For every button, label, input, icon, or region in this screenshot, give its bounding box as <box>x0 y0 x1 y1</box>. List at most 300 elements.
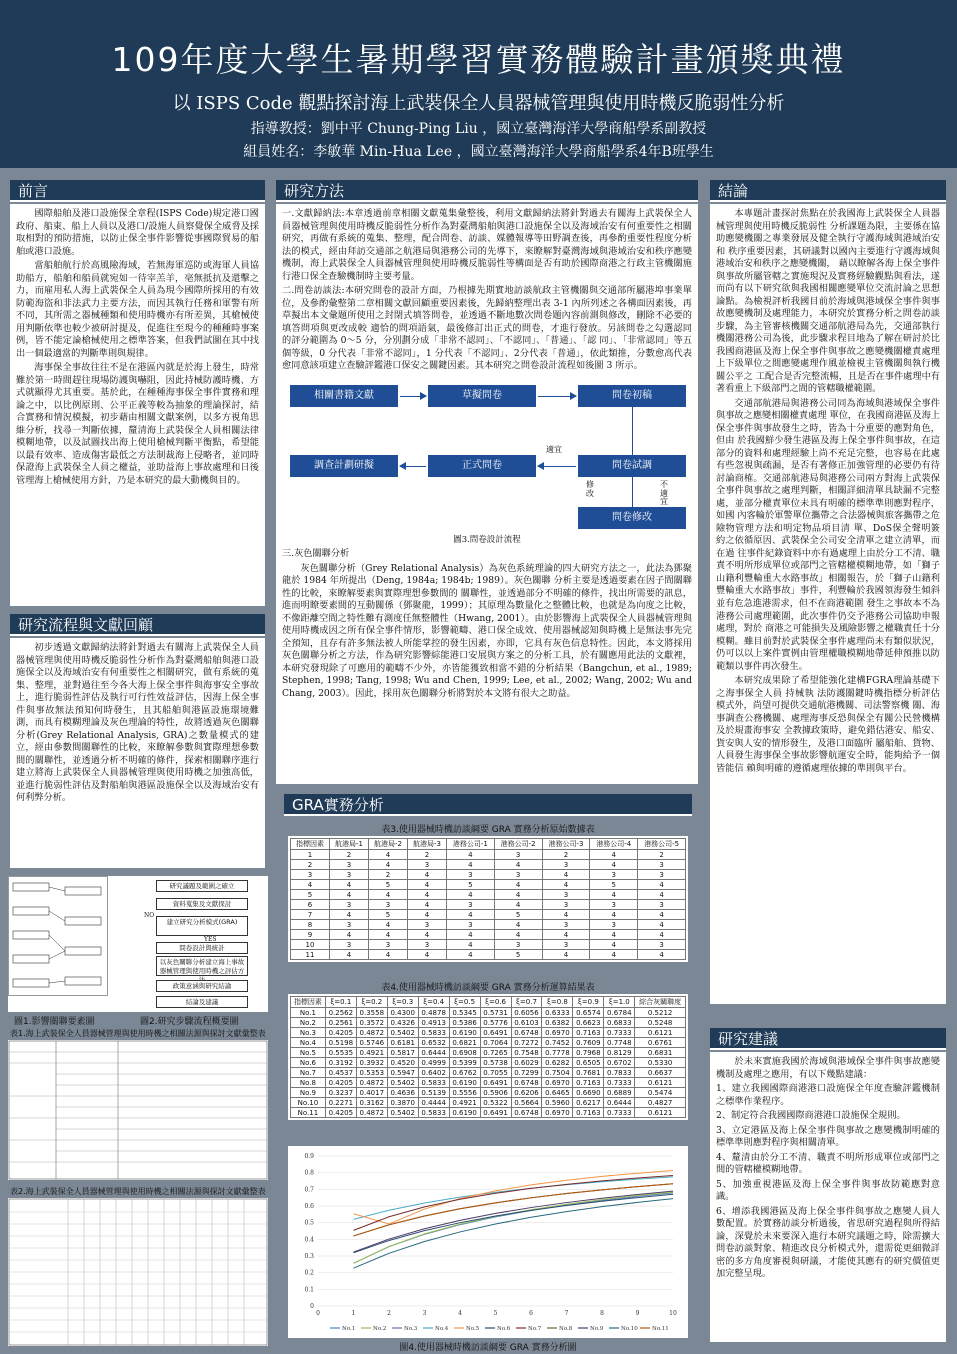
table4-cell: 0.7163 <box>573 1028 604 1038</box>
table3-cell: 4 <box>542 880 590 890</box>
table4-cell: 0.7681 <box>573 1068 604 1078</box>
table3-cell: 5 <box>590 880 638 890</box>
table4-cell: 0.5248 <box>635 1018 686 1028</box>
method-panel <box>276 204 698 784</box>
chart-y-tick-label: 0.7 <box>304 1186 314 1194</box>
table3-cell: 4 <box>407 950 446 960</box>
table4-row <box>291 1108 686 1118</box>
table4-cell: 0.6333 <box>542 1008 573 1018</box>
table3-row <box>291 880 686 890</box>
conclusion-paragraph: 本專題計畫探討焦點在於我國海上武裝保全人員器械管理與使用時機反脆弱性 分析課題為限，主要係在協助應變機關之專業發展及健全執行守護海域與港域治安和 秩序重要因素，其研議對以國內主要進行守護海域與港域治安和秩序之應變機關， 藉以瞭解各海上保全事件與事故所屬管轄之實施現況及實務經驗觀點與看法，遂而尚有以下研究欲與我國相關應變單位交流討論之思想論點。為檢視評析我國目前於海域與港域保全事件與事故應變機制及處理能力，本研究於實務分析之問卷訪談步驟，為主管審核機關交通部航港局為先，交通部執行機關港務公司為後，此步驟求程目地為了解在研討於比我國商港區及海上保全事件與事故之應變機關權責處理上下級單位之間應變處理作風並檢視主管機關與執行機關公平之 工配合是否完整流暢，且是否在事件處理中有著看重上下級部門之間的管轄職權範圍。 <box>716 208 940 395</box>
flow-box-literature: 相關書籍文獻 <box>290 385 398 407</box>
table4-cell: 0.6217 <box>573 1098 604 1108</box>
table4-cell: 0.4827 <box>635 1098 686 1108</box>
table3-cell: 3 <box>330 920 369 930</box>
table3-cell: 1 <box>291 850 330 860</box>
table4-row <box>291 1028 686 1038</box>
table4-cell: 0.6970 <box>542 1028 573 1038</box>
table4-cell: 0.4921 <box>449 1098 480 1108</box>
table4-cell: 0.4205 <box>325 1108 356 1118</box>
table3-cell: 4 <box>638 920 686 930</box>
table4-cell: 0.6282 <box>542 1058 573 1068</box>
conclusion-paragraph: 交通部航港局與港務公司同為海域與港域保全事件與事故之應變相關權責處理 單位，在我國商港區及海上保全事件與事故發生之時，皆為十分重要的應對角色，但由 於我國鮮少發生港區及海上保全事件與事故，在這部分的資料和處理經驗上尚不充足完整，也容易在此處有些忽視與疏漏，是否有著修正加強管理的必要仍有待討論商榷。交通部航港局與港務公司兩方對海上武裝保全事件與事故之處理判斷，相關詳細清單具缺漏不完整處，並部分權責單位未具有明確的標準準則應對程序，如國 內客輪於軍警單位攜帶之合法器械與旅客攜帶之危險物管理方法和明定物品項目清 單、DoS保全聲明簽約之依循原因、武裝保全公司安全清單之建立清單，而在過 往事件紀錄資料中亦有過處理上由於分工不清、職責不明所形成單位或部門之管轄權模糊地帶，如「獅子山籍利豐輪重大水路事故」相關報告，於「獅子山籍利豐輪重大水路事故」事件，利豐輪於我國領海發生傾斜並有危急進港需求，但不在商港範圍 發生之事故本不為港務公司處理範圍，此次事件仍交予港務公司協助申報處理，對於 商港之可能損失及風險影響之權職責任十分模糊。雖目前對於武裝保全事件處理尚未有類似狀況，仍可以以上案件實例由管理權職模糊地帶延伸預推以防範類以事件再次發生。 <box>716 397 940 672</box>
table4-cell: 0.8129 <box>604 1048 635 1058</box>
table4-cell: No.2 <box>291 1018 326 1028</box>
table4-cell: 0.7452 <box>542 1038 573 1048</box>
table3-cell: 9 <box>291 930 330 940</box>
table4-cell: 0.5139 <box>418 1088 449 1098</box>
table4-cell: No.11 <box>291 1108 326 1118</box>
flow-box-pretest: 問卷試調 <box>578 455 686 477</box>
table3-cell: 4 <box>368 920 407 930</box>
table3-cell: 3 <box>590 920 638 930</box>
table3-cell: 3 <box>542 920 590 930</box>
table4-cell: 0.6748 <box>511 1108 542 1118</box>
table1-image <box>8 1040 268 1180</box>
table3-cell: 3 <box>330 870 369 880</box>
poster-title: 109年度大學生暑期學習實務體驗計畫頒獎典禮 <box>111 40 846 79</box>
table3-cell: 2 <box>407 850 446 860</box>
table4-cell: 0.4921 <box>356 1048 387 1058</box>
fig1-fig2-area <box>8 876 268 1012</box>
chart-legend-label: No.6 <box>497 1326 511 1332</box>
table4-row <box>291 1018 686 1028</box>
chart-legend-label: No.3 <box>404 1326 418 1332</box>
chart-x-tick-label: 6 <box>529 1310 533 1317</box>
table4-cell: 0.7833 <box>604 1068 635 1078</box>
chart-x-tick-label: 1 <box>351 1310 356 1317</box>
fig2-step: 政策意涵與研究結論 <box>156 980 248 992</box>
table4-header-cell: ξ=0.1 <box>325 997 356 1008</box>
table4-header-cell: ξ=0.7 <box>511 997 542 1008</box>
flow-label-inappropriate: 不適宜 <box>660 479 668 507</box>
table4-cell: 0.6889 <box>604 1088 635 1098</box>
table4-cell: 0.5664 <box>511 1098 542 1108</box>
table3-cell: 4 <box>368 860 407 870</box>
table3-cell: 4 <box>368 930 407 940</box>
table3-row <box>291 900 686 910</box>
suggest-intro: 於未來實施我國於海域與港域保全事件與事故應變機制及處理之應用，有以下幾點建議： <box>716 1056 940 1080</box>
fig1-diagram <box>8 876 108 996</box>
flow-label-modify: 修改 <box>586 479 594 498</box>
table4-cell: 0.6748 <box>511 1028 542 1038</box>
chart-legend-label: No.8 <box>559 1326 573 1332</box>
table3-row <box>291 890 686 900</box>
table3-cell: 5 <box>368 910 407 920</box>
table3-row <box>291 920 686 930</box>
table4-cell: 0.5833 <box>418 1078 449 1088</box>
table3-header-cell: 航港局-1 <box>330 839 369 850</box>
table4-grid <box>290 996 686 1118</box>
flow-box-revise: 問卷修改 <box>578 507 686 529</box>
table4-cell: 0.5833 <box>418 1108 449 1118</box>
table4-cell: 0.6181 <box>387 1038 418 1048</box>
table4-cell: 0.3162 <box>356 1098 387 1108</box>
method-gra-title: 三.灰色關聯分析 <box>282 548 350 560</box>
table4-cell: 0.5322 <box>480 1098 511 1108</box>
table4-cell: 0.4636 <box>387 1088 418 1098</box>
table3-cell: 4 <box>446 940 494 950</box>
table1-caption: 表1.海上武裝保全人員器械管理與使用時機之相關法源與探討文獻彙整表 <box>10 1029 266 1038</box>
table3-cell: 3 <box>542 890 590 900</box>
table4-header-cell: ξ=0.4 <box>418 997 449 1008</box>
table3-header-row <box>291 839 686 850</box>
table3-cell: 4 <box>638 930 686 940</box>
chart-legend-label: No.7 <box>528 1326 542 1332</box>
flow-line <box>632 477 633 507</box>
suggest-item: 2、制定符合我國國際商港港口設施保全規則。 <box>716 1110 906 1122</box>
flow-line <box>632 407 633 455</box>
table4-cell: 0.4913 <box>418 1018 449 1028</box>
fig2-step: 結論及建議 <box>156 996 248 1008</box>
table3-cell: 4 <box>368 890 407 900</box>
table3-cell: 2 <box>368 870 407 880</box>
table4-cell: 0.6056 <box>511 1008 542 1018</box>
table3-cell: 4 <box>494 880 542 890</box>
table3-cell: 4 <box>330 910 369 920</box>
table3-cell: 3 <box>638 940 686 950</box>
chart-series-line <box>354 1184 674 1236</box>
table3-cell: 3 <box>330 860 369 870</box>
flow-box-first-draft: 問卷初稿 <box>578 385 686 407</box>
chart-legend-label: No.11 <box>652 1326 669 1332</box>
table3-header-cell: 港務公司-5 <box>638 839 686 850</box>
table3-header-cell: 港務公司-2 <box>494 839 542 850</box>
table3-header-cell: 港務公司-1 <box>446 839 494 850</box>
table4-cell: No.3 <box>291 1028 326 1038</box>
flow-arrow <box>400 396 426 397</box>
table3-cell: 4 <box>330 890 369 900</box>
fig3-caption: 圖3.問卷設計流程 <box>453 534 521 545</box>
table3-cell: 4 <box>494 920 542 930</box>
table4-header-cell: ξ=0.2 <box>356 997 387 1008</box>
table3-cell: 4 <box>407 910 446 920</box>
table3-cell: 4 <box>368 850 407 860</box>
table4-cell: 0.6121 <box>635 1028 686 1038</box>
table4-cell: 0.6491 <box>480 1028 511 1038</box>
table4-cell: 0.2271 <box>325 1098 356 1108</box>
table4-cell: No.7 <box>291 1068 326 1078</box>
table4-cell: 0.5386 <box>449 1018 480 1028</box>
fig4-caption: 圖4.使用器械時機訪談綱要 GRA 實務分析圖 <box>399 1343 577 1353</box>
table4-row <box>291 1058 686 1068</box>
table4-header-row <box>291 997 686 1008</box>
chart-x-tick-label: 3 <box>422 1310 427 1317</box>
chart-x-tick-label: 8 <box>600 1310 604 1317</box>
table4-cell: 0.3558 <box>356 1008 387 1018</box>
table4-cell: 0.4872 <box>356 1028 387 1038</box>
table4-cell: 0.5947 <box>387 1068 418 1078</box>
chart-legend-label: No.10 <box>621 1326 638 1332</box>
table3-cell: 4 <box>542 910 590 920</box>
table4-cell: 0.5906 <box>480 1088 511 1098</box>
table4-cell: No.5 <box>291 1048 326 1058</box>
table4-cell: 0.7163 <box>573 1078 604 1088</box>
table3-cell: 3 <box>407 920 446 930</box>
table4-row <box>291 1078 686 1088</box>
table4-cell: 0.7265 <box>480 1048 511 1058</box>
table3-cell: 3 <box>638 900 686 910</box>
chart-series-line <box>354 1184 674 1236</box>
table3-cell: 4 <box>590 950 638 960</box>
table4 <box>288 994 688 1120</box>
table3-cell: 3 <box>446 920 494 930</box>
table4-cell: 0.4444 <box>418 1098 449 1108</box>
chart-x-tick-label: 0 <box>316 1310 320 1317</box>
table4-row <box>291 1098 686 1108</box>
suggest-item: 3、立定港區及海上保全事件與事故之應變機制明確的標準準則應對程序與相關清單。 <box>716 1124 940 1149</box>
table4-header-cell: ξ=0.8 <box>542 997 573 1008</box>
table4-cell: 0.6574 <box>573 1008 604 1018</box>
table4-cell: 0.6623 <box>573 1018 604 1028</box>
table4-cell: No.9 <box>291 1088 326 1098</box>
table3-cell: 3 <box>291 870 330 880</box>
flow-panel <box>10 638 265 868</box>
table4-header-cell: 綜合灰關聯度 <box>635 997 686 1008</box>
table4-row <box>291 1038 686 1048</box>
table4-cell: 0.6908 <box>449 1048 480 1058</box>
table4-cell: 0.6491 <box>480 1078 511 1088</box>
table3-cell: 3 <box>542 940 590 950</box>
section-method-heading: 研究方法 <box>276 180 698 202</box>
table3-cell: 4 <box>590 890 638 900</box>
table4-cell: 0.4300 <box>387 1008 418 1018</box>
fig1-svg <box>9 877 109 997</box>
table4-header-cell: ξ=0.6 <box>480 997 511 1008</box>
table3-cell: 7 <box>291 910 330 920</box>
table4-cell: 0.5535 <box>325 1048 356 1058</box>
table3-cell: 4 <box>542 930 590 940</box>
fig2-step: 研究議題及範圍之確立 <box>156 880 248 892</box>
table3-cell: 5 <box>291 890 330 900</box>
table3-header-cell: 港務公司-3 <box>542 839 590 850</box>
table4-cell: 0.6206 <box>511 1088 542 1098</box>
table3-cell: 4 <box>590 850 638 860</box>
table4-header-cell: ξ=0.5 <box>449 997 480 1008</box>
table3-header-cell: 指標因素 <box>291 839 330 850</box>
table4-cell: 0.5198 <box>325 1038 356 1048</box>
fig2-step: 建立研究分析模式(GRA) <box>156 916 248 936</box>
method-paragraph: 一.文獻歸納法:本章透過前章相關文獻蒐集彙整後，利用文獻歸納法將針對過去有關海上武裝保全人員器械管理與使用時機反脆弱性分析作為對臺灣船舶與港口設施保全以及海域治安有何重要性之相關研究，再做有系統的蒐集、整理，配合問卷、訪談、媒體報導等田野調查後，再參酌重要性程度分析法的模式，經由拜訪交通部之航港局與港務公司的先導下，來瞭解對臺灣海域與港域治安和秩序應變機制，海上武裝保全人員器械管理與使用時機反脆弱性等構面是否有助於國際商港之行政主管機關施行港口保全查驗機制時主要考量。 <box>282 208 692 282</box>
fig4-chart <box>288 1146 688 1338</box>
table4-cell: 0.4017 <box>356 1088 387 1098</box>
chart-x-tick-label: 5 <box>493 1310 498 1317</box>
table3-cell: 4 <box>542 950 590 960</box>
table3-cell: 10 <box>291 940 330 950</box>
table4-cell: 0.6491 <box>480 1108 511 1118</box>
fig2-step: 問卷設計與統計 <box>156 942 248 954</box>
intro-paragraph: 國際船舶及港口設施保全章程(ISPS Code)規定港口國政府、船東、船上人員以及港口/設施人員察覺保全威脅及採取相對的預防措施，以防止保全事件影響從事國際貿易的船舶或港口設施。 <box>16 208 259 257</box>
table3-header-cell: 港務公司-4 <box>590 839 638 850</box>
table3 <box>288 836 688 962</box>
chart-y-tick-label: 0.3 <box>304 1253 314 1260</box>
chart-series-line <box>354 1194 674 1253</box>
table3-cell: 4 <box>590 860 638 870</box>
table4-cell: 0.7055 <box>480 1068 511 1078</box>
table4-cell: 0.5738 <box>480 1058 511 1068</box>
suggest-item: 6、增添我國港區及海上保全事件與事故之應變人員人數配置。於實務訪談分析過後，省思研究過程與所得結論，深覺於未來要深入進行本研究議題之時，除需擴大問卷訪談對象、精進改良分析模式外，還需從更細微詳密的多方角度審視與研議，才能使其應有的研究價值更加完整呈現。 <box>716 1205 940 1280</box>
table4-cell: 0.2562 <box>325 1008 356 1018</box>
table4-cell: 0.6831 <box>635 1048 686 1058</box>
table3-cell: 4 <box>330 880 369 890</box>
table4-cell: No.8 <box>291 1078 326 1088</box>
table4-cell: No.1 <box>291 1008 326 1018</box>
table4-cell: 0.6970 <box>542 1108 573 1118</box>
table4-cell: 0.6121 <box>635 1108 686 1118</box>
table4-cell: 0.5556 <box>449 1088 480 1098</box>
chart-x-tick-label: 4 <box>458 1310 462 1317</box>
table3-caption: 表3.使用器械時機訪談綱要 GRA 實務分析原始數據表 <box>381 825 595 835</box>
fig2-yes-label: YES <box>204 936 217 943</box>
table3-cell: 4 <box>407 870 446 880</box>
table3-row <box>291 870 686 880</box>
table4-cell: 0.6444 <box>418 1048 449 1058</box>
table3-header-cell: 航港局-3 <box>407 839 446 850</box>
table4-header-cell: ξ=1.0 <box>604 997 635 1008</box>
table3-cell: 4 <box>638 890 686 900</box>
table4-header-cell: ξ=0.9 <box>573 997 604 1008</box>
table4-cell: 0.6444 <box>604 1098 635 1108</box>
table3-cell: 2 <box>291 860 330 870</box>
table4-cell: 0.5746 <box>356 1038 387 1048</box>
conclusion-panel <box>710 204 946 1004</box>
table3-cell: 4 <box>638 910 686 920</box>
table4-cell: 0.4205 <box>325 1078 356 1088</box>
fig2-no-label: NO <box>144 912 155 919</box>
poster-header <box>0 0 957 168</box>
table3-cell: 2 <box>638 850 686 860</box>
fig2-step: 資料蒐集及文獻探討 <box>156 898 248 910</box>
table3-cell: 3 <box>446 900 494 910</box>
table3-cell: 3 <box>368 940 407 950</box>
table4-cell: 0.5833 <box>418 1028 449 1038</box>
chart-y-tick-label: 0.1 <box>304 1286 314 1294</box>
fig3-flowchart <box>282 375 692 533</box>
table3-cell: 5 <box>368 880 407 890</box>
section-gra-heading: GRA實務分析 <box>284 794 692 816</box>
table4-cell: 0.5817 <box>387 1048 418 1058</box>
table4-cell: 0.4878 <box>418 1008 449 1018</box>
table3-cell: 4 <box>446 930 494 940</box>
fig1-caption: 圖1.影響關聯要素圖 <box>14 1017 95 1027</box>
table4-cell: 0.5474 <box>635 1088 686 1098</box>
table4-cell: 0.3192 <box>325 1058 356 1068</box>
table3-cell: 3 <box>330 900 369 910</box>
table3-cell: 2 <box>542 850 590 860</box>
chart-legend-label: No.4 <box>435 1326 449 1332</box>
table3-cell: 3 <box>368 900 407 910</box>
fig4-chart-svg <box>288 1146 688 1338</box>
table4-cell: 0.5330 <box>635 1058 686 1068</box>
table3-cell: 2 <box>330 850 369 860</box>
table3-grid <box>290 838 686 960</box>
flow-arrow <box>400 466 426 467</box>
table3-cell: 3 <box>590 900 638 910</box>
table3-cell: 4 <box>446 950 494 960</box>
flow-box-plan: 調查計劃研擬 <box>290 455 398 477</box>
table3-cell: 3 <box>590 870 638 880</box>
table4-row <box>291 1008 686 1018</box>
table4-cell: 0.5776 <box>480 1018 511 1028</box>
table4-cell: 0.7778 <box>542 1048 573 1058</box>
table4-cell: 0.3932 <box>356 1058 387 1068</box>
flow-arrow <box>538 396 576 397</box>
fig2-caption: 圖2.研究步驟流程概要圖 <box>140 1017 239 1027</box>
table3-cell: 4 <box>494 890 542 900</box>
table4-cell: 0.4872 <box>356 1108 387 1118</box>
chart-series-line <box>354 1192 674 1263</box>
table4-header-cell: 指標因素 <box>291 997 326 1008</box>
table3-cell: 4 <box>407 900 446 910</box>
chart-legend-label: No.1 <box>342 1326 356 1332</box>
chart-y-tick-label: 0.8 <box>304 1169 314 1177</box>
table4-cell: 0.3870 <box>387 1098 418 1108</box>
advisor-line: 指導教授：劉中平 Chung-Ping Liu ，國立臺灣海洋大學商船學系副教授 <box>250 121 707 137</box>
chart-y-tick-label: 0.5 <box>304 1219 314 1227</box>
table3-cell: 3 <box>638 870 686 880</box>
table4-cell: 0.7504 <box>542 1068 573 1078</box>
table3-cell: 4 <box>368 950 407 960</box>
table3-cell: 4 <box>407 880 446 890</box>
section-suggest-heading: 研究建議 <box>710 1028 946 1050</box>
table4-cell: 0.6970 <box>542 1078 573 1088</box>
table4-cell: 0.5345 <box>449 1008 480 1018</box>
table3-cell: 11 <box>291 950 330 960</box>
intro-paragraph: 海事保全事故往往不是在港區內就是於海上發生，時常難於第一時間趕往現場防護與嚇阻，因此持械防護時機、方式就顯得尤其重要。基於此，在種種海事保全事件實務和理論之中，以比例原則、公平正義等較為抽象的理論探討，結合實務和情況模擬，初步藉由相關文獻案例，以多方視角思維分析，找尋一判斷依據，釐清海上武裝保全人員相關法律模糊地帶，以及試圖找出海上使用槍械判斷平衡點，希望能以最有效率、造成傷害最低之方法制裁海上侵略者，並同時保證海上武裝保全人員之權益，並助益海上事故處理和日後管理海上槍械使用方針，乃是本研究的最大動機與目的。 <box>16 362 259 486</box>
table4-cell: 0.5353 <box>356 1068 387 1078</box>
table3-cell: 3 <box>638 860 686 870</box>
table4-cell: 0.7299 <box>511 1068 542 1078</box>
chart-x-tick-label: 10 <box>669 1310 677 1317</box>
chart-y-tick-label: 0 <box>310 1303 314 1310</box>
table4-cell: 0.6029 <box>511 1058 542 1068</box>
table4-cell: 0.6121 <box>635 1078 686 1088</box>
flow-label-appropriate: 適宜 <box>546 444 562 454</box>
table4-cell: 0.7064 <box>480 1038 511 1048</box>
table4-cell: 0.3237 <box>325 1088 356 1098</box>
table4-cell: 0.4872 <box>356 1078 387 1088</box>
table4-cell: 0.5402 <box>387 1108 418 1118</box>
table4-cell: 0.6761 <box>635 1038 686 1048</box>
table4-cell: 0.6190 <box>449 1108 480 1118</box>
table3-cell: 4 <box>407 890 446 900</box>
table3-cell: 4 <box>638 950 686 960</box>
table3-cell: 3 <box>407 940 446 950</box>
table4-cell: 0.4520 <box>387 1058 418 1068</box>
table4-cell: 0.7968 <box>573 1048 604 1058</box>
table3-cell: 3 <box>407 860 446 870</box>
chart-legend-label: No.5 <box>466 1326 480 1332</box>
table3-cell: 4 <box>330 930 369 940</box>
chart-series-line <box>354 1184 674 1236</box>
table4-cell: 0.5402 <box>387 1078 418 1088</box>
chart-legend-label: No.9 <box>590 1326 604 1332</box>
table3-row <box>291 850 686 860</box>
table4-cell: 0.7272 <box>511 1038 542 1048</box>
table4-cell: 0.6103 <box>511 1018 542 1028</box>
table2-caption: 表2.海上武裝保全人員器械管理與使用時機之相關法源與探討文獻彙整表 <box>10 1187 266 1196</box>
table2-grid <box>8 1198 268 1346</box>
table3-row <box>291 930 686 940</box>
table4-cell: 0.6402 <box>418 1068 449 1078</box>
table4-cell: No.6 <box>291 1058 326 1068</box>
table4-cell: 0.6690 <box>573 1088 604 1098</box>
table4-cell: 0.4999 <box>418 1058 449 1068</box>
chart-y-tick-label: 0.6 <box>304 1203 314 1210</box>
table3-row <box>291 910 686 920</box>
table3-cell: 3 <box>494 850 542 860</box>
table2-image <box>8 1198 268 1346</box>
